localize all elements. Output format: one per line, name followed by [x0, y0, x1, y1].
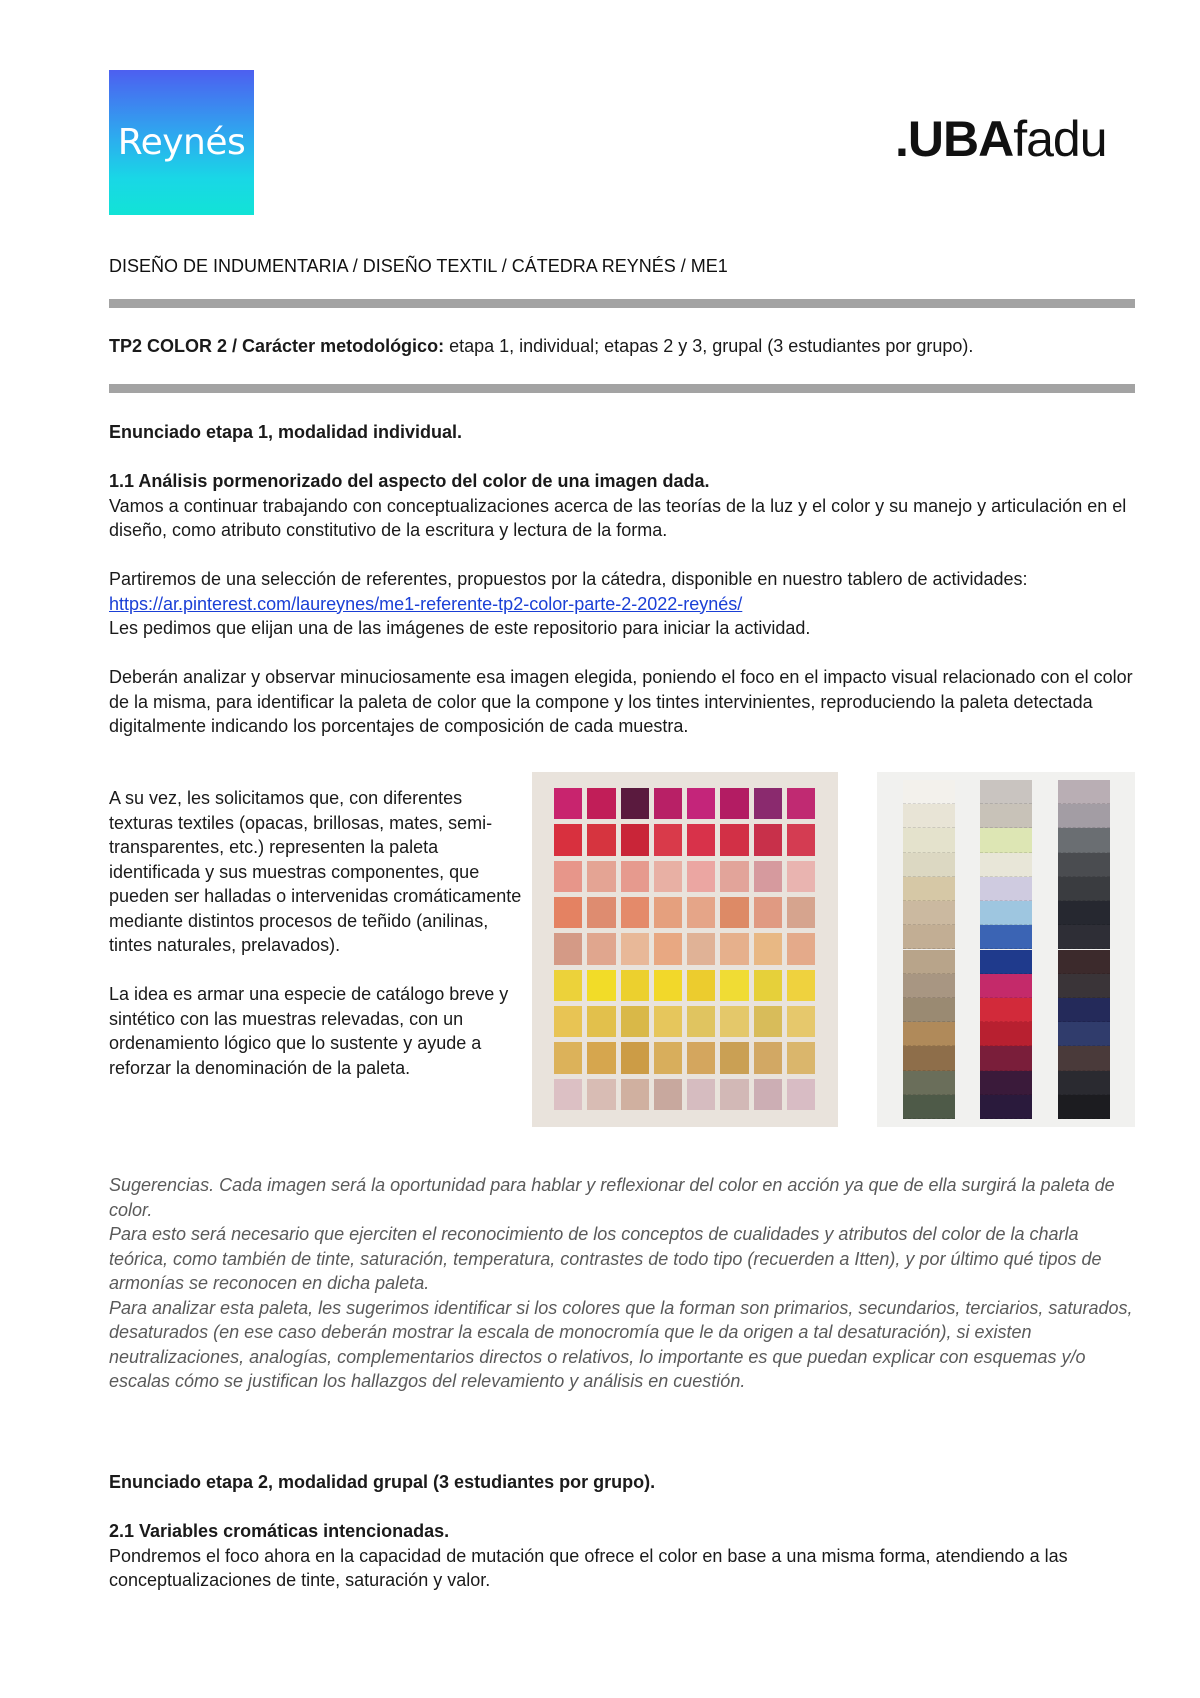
- fabric-swatch: [587, 824, 615, 855]
- fabric-sample-card: [980, 998, 1032, 1022]
- fabric-sample-card: [1058, 804, 1110, 828]
- fabric-swatch: [554, 788, 582, 819]
- fabric-sample-card: [903, 1046, 955, 1070]
- fabric-sample-card: [980, 1046, 1032, 1070]
- fabric-swatch: [654, 1042, 682, 1073]
- fabric-sample-card: [903, 901, 955, 925]
- fabric-sample-card: [980, 950, 1032, 974]
- fabric-swatch: [621, 897, 649, 928]
- fabric-sample-card: [980, 828, 1032, 852]
- uba-logo-bold: UBA: [907, 111, 1014, 167]
- course-header: DISEÑO DE INDUMENTARIA / DISEÑO TEXTIL / CÁTEDRA REYNÉS / ME1: [109, 256, 728, 276]
- fabric-swatch: [654, 1006, 682, 1037]
- fabric-swatch: [687, 933, 715, 964]
- fabric-swatch: [587, 970, 615, 1001]
- fabric-swatch: [787, 788, 815, 819]
- fabric-swatch: [787, 861, 815, 892]
- stage1-para3: Deberán analizar y observar minuciosamente esa imagen elegida, poniendo el foco en el impacto visual relacionado con el color de la misma, para identificar la paleta de color que la compone y los tintes intervinientes, reproduciendo la paleta detectada digitalmente indicando los porcentajes de composición de cada muestra.: [109, 667, 1133, 736]
- fabric-sample-card: [980, 1022, 1032, 1046]
- fabric-swatch: [720, 861, 748, 892]
- fabric-sample-card: [903, 780, 955, 804]
- fabric-swatch: [554, 1006, 582, 1037]
- fabric-swatch: [654, 824, 682, 855]
- fabric-sample-card: [903, 998, 955, 1022]
- fabric-swatch: [587, 897, 615, 928]
- fabric-sample-card: [1058, 974, 1110, 998]
- stage2-heading: Enunciado etapa 2, modalidad grupal (3 estudiantes por grupo).: [109, 1472, 656, 1492]
- fabric-sample-card: [903, 950, 955, 974]
- stage2-section: [109, 1470, 1139, 1593]
- fabric-sample-card: [980, 974, 1032, 998]
- stage1-para2: [109, 567, 1139, 616]
- reynes-logo-text: Reynés: [117, 122, 246, 163]
- fabric-swatch: [621, 788, 649, 819]
- fabric-sample-card: [1058, 1071, 1110, 1095]
- fabric-swatch: [787, 1042, 815, 1073]
- fabric-swatches-photo-cards: [877, 772, 1135, 1127]
- fabric-swatch: [654, 970, 682, 1001]
- fabric-swatch: [754, 897, 782, 928]
- fabric-swatch: [720, 933, 748, 964]
- fabric-sample-card: [980, 877, 1032, 901]
- pinterest-link[interactable]: https://ar.pinterest.com/laureynes/me1-referente-tp2-color-parte-2-2022-reynés/: [109, 593, 743, 614]
- fabric-swatch: [754, 970, 782, 1001]
- fabric-swatch: [554, 933, 582, 964]
- fabric-swatch: [720, 1006, 748, 1037]
- fabric-swatch: [754, 933, 782, 964]
- fabric-swatch: [654, 1079, 682, 1110]
- fabric-swatch: [754, 824, 782, 855]
- fabric-swatch: [687, 1042, 715, 1073]
- fabric-swatch: [787, 824, 815, 855]
- fabric-swatch: [654, 788, 682, 819]
- fabric-swatch: [587, 861, 615, 892]
- fabric-sample-card: [1058, 925, 1110, 949]
- fabric-swatch: [754, 788, 782, 819]
- fabric-swatch: [621, 824, 649, 855]
- fabric-swatch: [621, 861, 649, 892]
- uba-fadu-logo: [895, 110, 1107, 168]
- fabric-sample-card: [903, 877, 955, 901]
- suggestions: [109, 1173, 1139, 1394]
- divider-bottom: [109, 384, 1135, 393]
- suggestions-2: Para esto será necesario que ejerciten el reconocimiento de los conceptos de cualidades y atributos del color de la charla teórica, como también de tinte, saturación, temperatura, contrastes de todo tipo (recuerden a Itten), y por último qué tipos de armonías se reconocen en dicha paleta.: [109, 1224, 1102, 1293]
- stage2-para1: Pondremos el foco ahora en la capacidad de mutación que ofrece el color en base a una misma forma, atendiendo a las conceptualizaciones de tinte, saturación y valor.: [109, 1545, 1068, 1590]
- fabric-sample-card: [1058, 1095, 1110, 1119]
- fabric-sample-card: [1058, 1046, 1110, 1070]
- fabric-swatch: [787, 897, 815, 928]
- fabric-sample-card: [903, 925, 955, 949]
- suggestions-3: Para analizar esta paleta, les sugerimos identificar si los colores que la forman son primarios, secundarios, terciarios, saturados, desaturados (en ese caso deberán mostrar la escala de monocromía que le da origen a tal desaturación), si existen neutralizaciones, analogías, complementarios directos o relativos, lo importante es que puedan explicar con esquemas y/o escalas cómo se justifican los hallazgos del relevamiento y análisis en cuestión.: [109, 1297, 1133, 1391]
- fabric-swatch: [720, 824, 748, 855]
- fabric-swatch: [621, 1079, 649, 1110]
- fabric-swatch: [687, 788, 715, 819]
- fabric-swatch: [687, 970, 715, 1001]
- fabric-swatch: [687, 1079, 715, 1110]
- fabric-swatch: [687, 897, 715, 928]
- fabric-sample-card: [903, 828, 955, 852]
- uba-logo-light: fadu: [1013, 111, 1107, 167]
- fabric-sample-card: [980, 901, 1032, 925]
- fabric-swatch: [720, 1042, 748, 1073]
- fabric-swatch: [554, 970, 582, 1001]
- fabric-sample-card: [1058, 780, 1110, 804]
- fabric-swatch: [720, 1079, 748, 1110]
- fabric-swatch: [720, 788, 748, 819]
- fabric-swatch: [754, 1006, 782, 1037]
- fabric-swatch: [687, 1006, 715, 1037]
- fabric-swatch: [554, 897, 582, 928]
- fabric-sample-card: [980, 853, 1032, 877]
- stage1-subheading: 1.1 Análisis pormenorizado del aspecto del color de una imagen dada.: [109, 471, 710, 491]
- fabric-sample-card: [1058, 828, 1110, 852]
- fabric-sample-card: [980, 1095, 1032, 1119]
- tp-title-bold: TP2 COLOR 2 / Carácter metodológico:: [109, 336, 445, 356]
- fabric-swatch: [787, 933, 815, 964]
- fabric-swatch: [754, 1079, 782, 1110]
- fabric-swatch: [587, 1079, 615, 1110]
- fabric-sample-card: [903, 804, 955, 828]
- fabric-sample-card: [903, 853, 955, 877]
- stage1-para1: Vamos a continuar trabajando con conceptualizaciones acerca de las teorías de la luz y el color y su manejo y articulación en el diseño, como atributo constitutivo de la escritura y lectura de la forma.: [109, 495, 1127, 540]
- fabric-swatch: [554, 1079, 582, 1110]
- fabric-swatch: [787, 1079, 815, 1110]
- fabric-swatch: [554, 1042, 582, 1073]
- stage1-intro: [109, 420, 1139, 739]
- fabric-sample-card: [903, 1095, 955, 1119]
- stage1-para2-pre: Partiremos de una selección de referentes, propuestos por la cátedra, disponible en nuestro tablero de actividades:: [109, 569, 1028, 589]
- fabric-sample-card: [980, 804, 1032, 828]
- fabric-sample-card: [1058, 950, 1110, 974]
- fabric-sample-card: [1058, 853, 1110, 877]
- fabric-sample-card: [903, 1071, 955, 1095]
- fabric-sample-card: [1058, 998, 1110, 1022]
- fabric-swatch: [621, 1006, 649, 1037]
- uba-logo-dot: .: [895, 111, 908, 167]
- fabric-swatch: [687, 824, 715, 855]
- fabric-swatch: [754, 1042, 782, 1073]
- fabric-sample-card: [903, 1022, 955, 1046]
- fabric-sample-card: [980, 1071, 1032, 1095]
- fabric-sample-card: [1058, 1022, 1110, 1046]
- fabric-swatch: [587, 1006, 615, 1037]
- fabric-swatch: [654, 933, 682, 964]
- fabric-swatch: [587, 788, 615, 819]
- fabric-swatch: [621, 933, 649, 964]
- fabric-swatch: [754, 861, 782, 892]
- fabric-swatches-photo-grid: [532, 772, 838, 1127]
- fabric-swatch: [654, 897, 682, 928]
- fabric-swatch: [720, 897, 748, 928]
- fabric-swatch: [621, 1042, 649, 1073]
- fabric-swatch: [554, 861, 582, 892]
- stage2-subheading: 2.1 Variables cromáticas intencionadas.: [109, 1521, 450, 1541]
- fabric-swatch: [787, 1006, 815, 1037]
- reynes-logo: [109, 70, 254, 215]
- fabric-sample-card: [980, 780, 1032, 804]
- fabric-sample-card: [1058, 877, 1110, 901]
- fabric-swatch: [587, 933, 615, 964]
- stage1-left-column: [109, 786, 529, 1080]
- tp-title: [109, 336, 973, 357]
- fabric-sample-card: [903, 974, 955, 998]
- fabric-swatch: [554, 824, 582, 855]
- fabric-sample-card: [980, 925, 1032, 949]
- tp-title-rest: etapa 1, individual; etapas 2 y 3, grupal (3 estudiantes por grupo).: [444, 336, 974, 356]
- fabric-swatch: [687, 861, 715, 892]
- stage1-para4: A su vez, les solicitamos que, con diferentes texturas textiles (opacas, brillosas, mates, semi-transparentes, etc.) representen la paleta identificada y sus muestras componentes, que pueden ser halladas o intervenidas cromáticamente mediante distintos procesos de teñido (anilinas, tintes naturales, prelavados).: [109, 788, 522, 955]
- fabric-swatch: [720, 970, 748, 1001]
- fabric-swatch: [621, 970, 649, 1001]
- fabric-sample-card: [1058, 901, 1110, 925]
- fabric-swatch: [587, 1042, 615, 1073]
- fabric-swatch: [787, 970, 815, 1001]
- stage1-para2-post: Les pedimos que elijan una de las imágenes de este repositorio para iniciar la actividad.: [109, 618, 811, 638]
- suggestions-1: Sugerencias. Cada imagen será la oportunidad para hablar y reflexionar del color en acción ya que de ella surgirá la paleta de color.: [109, 1175, 1115, 1220]
- fabric-swatch: [654, 861, 682, 892]
- stage1-para5: La idea es armar una especie de catálogo breve y sintético con las muestras relevadas, con un ordenamiento lógico que lo sustente y ayude a reforzar la denominación de la paleta.: [109, 984, 509, 1078]
- divider-top: [109, 299, 1135, 308]
- stage1-heading: Enunciado etapa 1, modalidad individual.: [109, 422, 463, 442]
